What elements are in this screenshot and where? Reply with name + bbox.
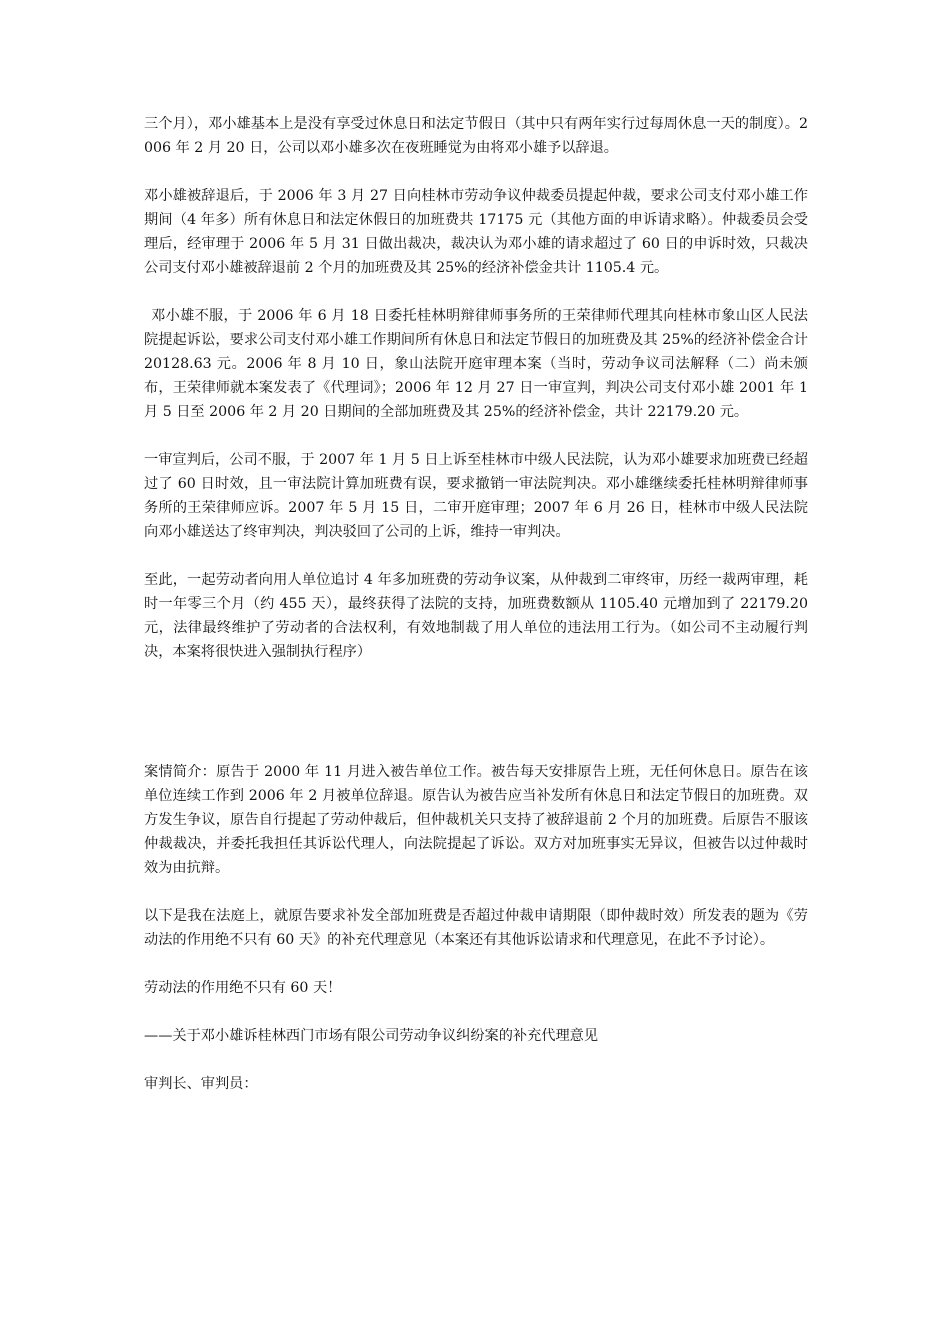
opinion-subtitle: ——关于邓小雄诉桂林西门市场有限公司劳动争议纠纷案的补充代理意见 xyxy=(144,1028,599,1044)
paragraph-conclusion: 至此，一起劳动者向用人单位追讨 4 年多加班费的劳动争议案，从仲裁到二审终审，历经一裁两审理，耗时一年零三个月（约 455 天），最终获得了法院的支持，加班费数额从 1105.40 元增加到了 22179.20 元，法律最终维护了劳动者的合法权利，有效地制裁了用人单位的违法用工行为。（如公司不主动履行判决，本案将很快进入强制执行程序） xyxy=(144,572,808,660)
paragraph-rest-days: 三个月），邓小雄基本上是没有享受过休息日和法定节假日（其中只有两年实行过每周休息一天的制度）。2006 年 2 月 20 日，公司以邓小雄多次在夜班睡觉为由将邓小雄予以辞退。 xyxy=(144,116,808,156)
document-page xyxy=(144,112,808,1120)
paragraph-first-instance: 邓小雄不服，于 2006 年 6 月 18 日委托桂林明辩律师事务所的王荣律师代理其向桂林市象山区人民法院提起诉讼，要求公司支付邓小雄工作期间所有休息日和法定节假日的加班费及其 25%的经济补偿金合计 20128.63 元。2006 年 8 月 10 日，象山法院开庭审理本案（当时，劳动争议司法解释（二）尚未颁布，王荣律师就本案发表了《代理词》；2006 年 12 月 27 日一审宣判，判决公司支付邓小雄 2001 年 1 月 5 日至 2006 年 2 月 20 日期间的全部加班费及其 25%的经济补偿金，共计 22179.20 元。 xyxy=(144,308,808,420)
paragraph-intro-opinion: 以下是我在法庭上，就原告要求补发全部加班费是否超过仲裁申请期限（即仲裁时效）所发表的题为《劳动法的作用绝不只有 60 天》的补充代理意见（本案还有其他诉讼请求和代理意见，在此不予讨论）。 xyxy=(144,908,808,948)
paragraph-case-summary: 案情简介：原告于 2000 年 11 月进入被告单位工作。被告每天安排原告上班，无任何休息日。原告在该单位连续工作到 2006 年 2 月被单位辞退。原告认为被告应当补发所有休息日和法定节假日的加班费。双方发生争议，原告自行提起了劳动仲裁后，但仲裁机关只支持了被辞退前 2 个月的加班费。后原告不服该仲裁裁决，并委托我担任其诉讼代理人，向法院提起了诉讼。双方对加班事实无异议，但被告以过仲裁时效为由抗辩。 xyxy=(144,764,808,876)
paragraph-arbitration: 邓小雄被辞退后，于 2006 年 3 月 27 日向桂林市劳动争议仲裁委员提起仲裁，要求公司支付邓小雄工作期间（4 年多）所有休息日和法定休假日的加班费共 17175 元（其他方面的申诉请求略）。仲裁委员会受理后，经审理于 2006 年 5 月 31 日做出裁决，裁决认为邓小雄的请求超过了 60 日的申诉时效，只裁决公司支付邓小雄被辞退前 2 个月的加班费及其 25%的经济补偿金共计 1105.4 元。 xyxy=(144,188,808,276)
opinion-title: 劳动法的作用绝不只有 60 天！ xyxy=(144,980,342,996)
paragraph-appeal: 一审宣判后，公司不服，于 2007 年 1 月 5 日上诉至桂林市中级人民法院，认为邓小雄要求加班费已经超过了 60 日时效，且一审法院计算加班费有误，要求撤销一审法院判决。邓小雄继续委托桂林明辩律师事务所的王荣律师应诉。2007 年 5 月 15 日，二审开庭审理；2007 年 6 月 26 日，桂林市中级人民法院向邓小雄送达了终审判决，判决驳回了公司的上诉，维持一审判决。 xyxy=(144,452,808,540)
salutation: 审判长、审判员： xyxy=(144,1076,258,1092)
section-spacer xyxy=(144,688,808,760)
